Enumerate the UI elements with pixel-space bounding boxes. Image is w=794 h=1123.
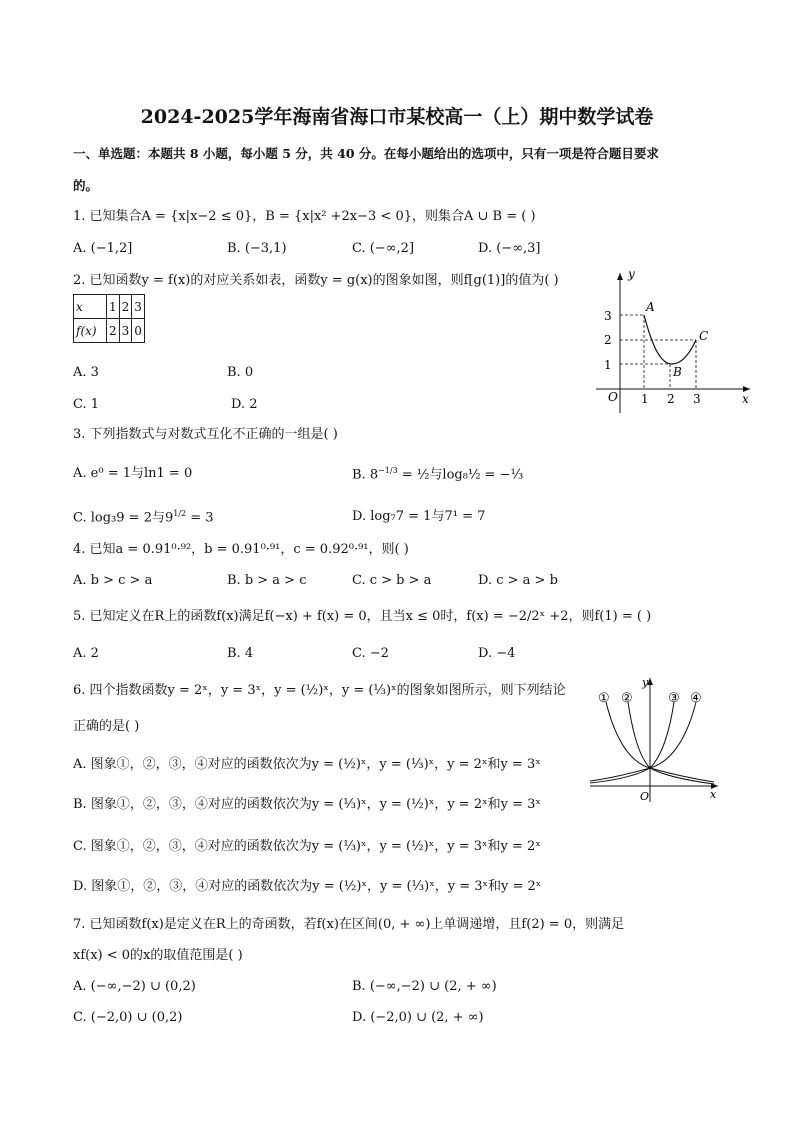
q3-option-b-rest: = ½与log₈½ = −⅓	[397, 467, 524, 483]
curve-label-4: ④	[690, 691, 702, 706]
q1-option-a: A. (−1,2]	[73, 241, 133, 256]
q5-option-b: B. 4	[227, 646, 254, 661]
curve-label-1: ①	[598, 691, 610, 706]
table-cell: 2	[107, 319, 120, 343]
x-tick-label: 2	[667, 392, 675, 406]
q2-option-c: C. 1	[73, 397, 100, 412]
q4-option-d: D. c > a > b	[478, 573, 558, 588]
q5-option-a: A. 2	[73, 646, 99, 661]
g-curve	[644, 315, 696, 364]
q2-option-a: A. 3	[73, 365, 99, 380]
q1-option-d: D. (−∞,3]	[478, 241, 541, 256]
page-title: 2024-2025学年海南省海口市某校高一（上）期中数学试卷	[140, 106, 654, 128]
point-label-c: C	[699, 329, 709, 343]
q2-function-table	[73, 294, 145, 343]
q6-option-c: C. 图象①，②，③，④对应的函数依次为y = (⅓)ˣ，y = (½)ˣ，y = 3ˣ和y = 2ˣ	[73, 839, 541, 854]
point-label-a: A	[646, 300, 655, 314]
q5-stem: 5. 已知定义在R上的函数f(x)满足f(−x) + f(x) = 0，且当x ≤ 0时，f(x) = −2/2ˣ +2，则f(1) = ( )	[73, 609, 652, 624]
q7-option-b: B. (−∞,−2) ∪ (2, + ∞)	[352, 979, 497, 994]
y-axis-label: y	[628, 267, 635, 281]
q3-option-b-base: B. 8	[352, 467, 379, 483]
table-cell: 3	[132, 295, 145, 319]
q3-stem: 3. 下列指数式与对数式互化不正确的一组是( )	[73, 427, 338, 442]
section-heading-line1: 一、单选题：本题共 8 小题，每小题 5 分，共 40 分。在每小题给出的选项中，只有一项是符合题目要求	[73, 146, 659, 161]
q2-option-d: D. 2	[231, 397, 258, 412]
q4-option-c: C. c > b > a	[352, 573, 432, 588]
exponential-curves	[590, 702, 714, 784]
q3-option-c-rest: = 3	[186, 510, 214, 526]
q3-option-b	[352, 467, 523, 481]
q3-option-d: D. log₇7 = 1与7¹ = 7	[352, 509, 486, 524]
table-row	[74, 319, 145, 343]
y-tick-label: 3	[604, 309, 612, 323]
q2-option-b: B. 0	[227, 365, 254, 380]
q4-stem: 4. 已知a = 0.91⁰·⁹²，b = 0.91⁰·⁹¹，c = 0.92⁰·⁹¹，则( )	[73, 542, 409, 557]
curve-1	[606, 702, 714, 782]
q3-option-c-base: C. log₃9 = 2与9	[73, 510, 174, 526]
q2-graph	[590, 265, 755, 415]
table-cell: 3	[119, 319, 132, 343]
q6-stem-line1: 6. 四个指数函数y = 2ˣ，y = 3ˣ，y = (½)ˣ，y = (⅓)ˣ的图象如图所示，则下列结论	[73, 683, 566, 698]
q7-stem-line1: 7. 已知函数f(x)是定义在R上的奇函数，若f(x)在区间(0, + ∞)上单调递增，且f(2) = 0，则满足	[73, 917, 625, 932]
table-cell: 1	[107, 295, 120, 319]
q7-stem-line2: xf(x) < 0的x的取值范围是( )	[73, 948, 243, 963]
origin-label: O	[608, 390, 618, 404]
y-axis-arrow-icon	[617, 273, 623, 280]
guide-lines	[620, 315, 696, 389]
table-cell: 0	[132, 319, 145, 343]
table-row	[74, 295, 145, 319]
q4-option-b: B. b > a > c	[227, 573, 307, 588]
q1-option-b: B. (−3,1)	[227, 241, 287, 256]
q5-option-c: C. −2	[352, 646, 389, 661]
y-tick-label: 2	[604, 333, 612, 347]
q5-option-d: D. −4	[478, 646, 516, 661]
q6-stem-line2: 正确的是( )	[73, 719, 140, 734]
q2-stem: 2. 已知函数y = f(x)的对应关系如表，函数y = g(x)的图象如图，则f[g(1)]的值为( )	[73, 273, 559, 288]
curve-4	[590, 702, 696, 781]
q3-option-c-exponent: 1/2	[173, 509, 187, 518]
x-axis-label: x	[710, 788, 717, 801]
q1-option-c: C. (−∞,2]	[352, 241, 415, 256]
curve-2	[628, 702, 714, 784]
q7-option-a: A. (−∞,−2) ∪ (0,2)	[73, 979, 196, 994]
curve-label-3: ③	[668, 691, 680, 706]
q6-option-d: D. 图象①，②，③，④对应的函数依次为y = (½)ˣ，y = (⅓)ˣ，y = 3ˣ和y = 2ˣ	[73, 879, 542, 894]
q1-stem: 1. 已知集合A = {x|x−2 ≤ 0}，B = {x|x² +2x−3 < 0}，则集合A ∪ B = ( )	[73, 209, 536, 224]
section-heading-line2: 的。	[73, 178, 99, 193]
table-cell: f(x)	[74, 319, 107, 343]
curve-label-2: ②	[621, 691, 633, 706]
table-cell: 2	[119, 295, 132, 319]
q3-option-a: A. e⁰ = 1与ln1 = 0	[73, 466, 193, 481]
y-tick-label: 1	[604, 358, 612, 372]
q3-option-c	[73, 510, 214, 524]
x-tick-label: 3	[693, 392, 701, 406]
origin-label: O	[640, 790, 650, 803]
x-axis-label: x	[742, 392, 749, 406]
q6-graph	[588, 672, 728, 807]
q6-option-a: A. 图象①，②，③，④对应的函数依次为y = (½)ˣ，y = (⅓)ˣ，y = 2ˣ和y = 3ˣ	[73, 757, 541, 772]
q4-option-a: A. b > c > a	[73, 573, 153, 588]
q7-option-c: C. (−2,0) ∪ (0,2)	[73, 1010, 183, 1025]
table-cell: x	[74, 295, 107, 319]
q6-option-b: B. 图象①，②，③，④对应的函数依次为y = (⅓)ˣ，y = (½)ˣ，y = 2ˣ和y = 3ˣ	[73, 797, 541, 812]
q3-option-b-exponent: −1/3	[378, 466, 398, 475]
y-axis-label: y	[642, 676, 649, 689]
q7-option-d: D. (−2,0) ∪ (2, + ∞)	[352, 1010, 484, 1025]
point-label-b: B	[673, 365, 682, 379]
x-tick-label: 1	[641, 392, 649, 406]
